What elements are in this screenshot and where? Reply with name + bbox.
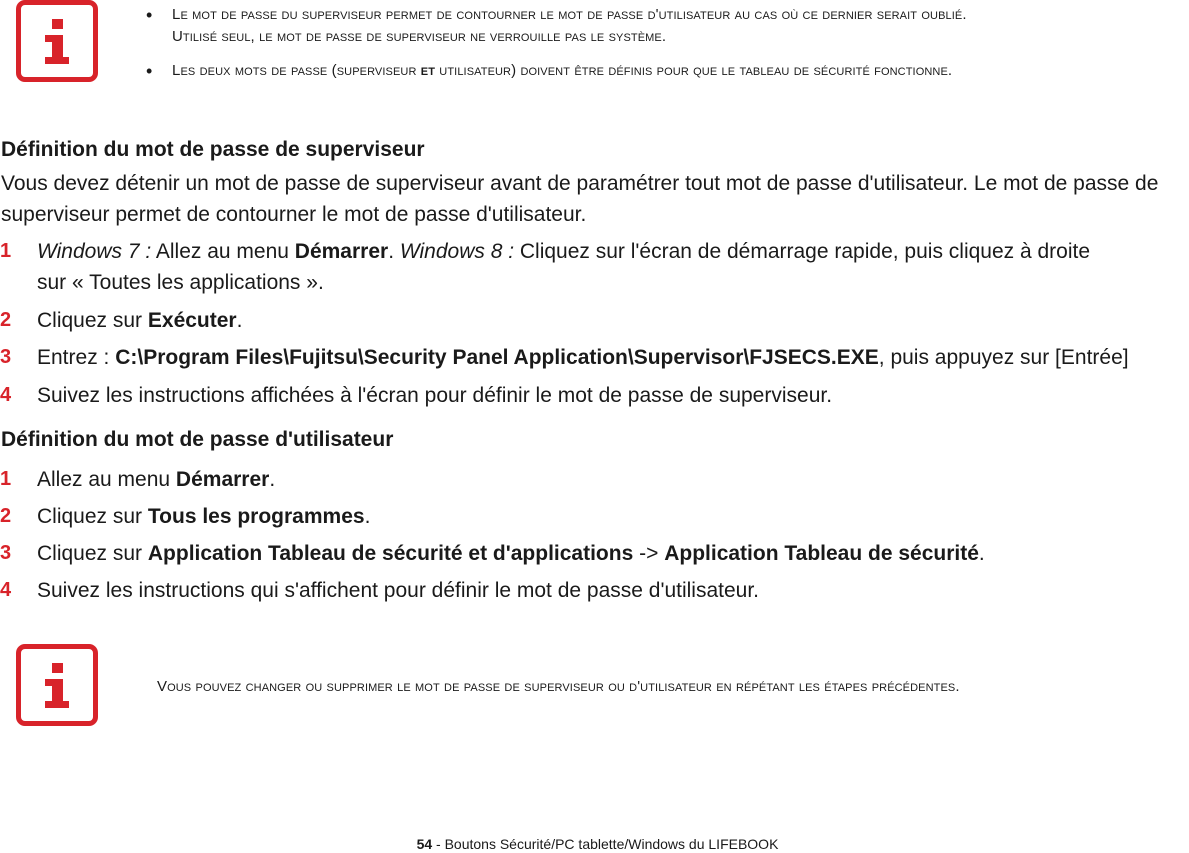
step-emphasis: Application Tableau de sécurité et d'applications [147,542,634,565]
note-bullet-line: Le mot de passe du superviseur permet de contourner le mot de passe d'utilisateur au cas où ce dernier serait oublié. [172,6,967,23]
step-item [0,575,1189,606]
note-bullet-text: utilisateur) doivent être définis pour que le tableau de sécurité fonctionne. [435,62,953,79]
step-text: -> [633,542,665,565]
note-bullet [146,60,1186,82]
step-emphasis: C:\Program Files\Fujitsu\Security Panel Application\Supervisor\FJSECS.EXE [115,346,879,369]
step-emphasis: Démarrer [294,240,389,263]
note-bullet-text: Les deux mots de passe (superviseur [172,62,421,79]
info-glyph-icon [21,5,93,77]
step-number: 3 [0,346,12,368]
info-icon [16,644,98,726]
step-text: Entrez : [37,346,116,369]
note-top [146,4,1186,82]
bullet-dot: • [146,61,153,81]
note-bullet [146,4,1186,48]
step-text: . [388,240,400,263]
step-number: 4 [0,384,12,406]
step-text: , puis appuyez sur [Entrée] [878,346,1129,369]
step-emphasis: Exécuter [147,309,237,332]
bullet-dot: • [146,5,153,25]
step-text: . [364,505,371,528]
step-text: . [236,309,243,332]
section-heading: Définition du mot de passe d'utilisateur [1,428,394,451]
step-text: Cliquez sur [37,542,148,565]
step-item [0,538,1189,569]
info-glyph-icon [21,649,93,721]
step-text: . [269,468,276,491]
step-text-continued: sur « Toutes les applications ». [37,271,324,294]
note-bullet-line: Utilisé seul, le mot de passe de superviseur ne verrouille pas le système. [172,28,667,45]
step-item [0,305,1189,336]
step-text: Cliquez sur [37,309,148,332]
step-text: Suivez les instructions qui s'affichent pour définir le mot de passe d'utilisateur. [37,579,760,602]
note-bottom-text: Vous pouvez changer ou supprimer le mot de passe de superviseur ou d'utilisateur en répétant les étapes précédentes. [157,678,960,695]
page-footer [0,835,1189,853]
step-item [0,342,1189,373]
step-item [0,501,1189,532]
step-number: 2 [0,309,12,331]
page-number: 54 [416,836,433,852]
step-emphasis: Démarrer [175,468,270,491]
step-text: Suivez les instructions affichées à l'écran pour définir le mot de passe de superviseur. [37,384,833,407]
step-number: 2 [0,505,12,527]
section-intro: Vous devez détenir un mot de passe de superviseur avant de paramétrer tout mot de passe d'utilisateur. Le mot de passe de superviseur permet de contourner le mot de passe d'utilisateur. [1,172,1159,226]
section-heading: Définition du mot de passe de superviseur [1,138,425,161]
step-item [0,380,1189,411]
step-text: Cliquez sur l'écran de démarrage rapide, puis cliquez à droite [514,240,1091,263]
step-emphasis: Tous les programmes [147,505,365,528]
step-text: Cliquez sur [37,505,148,528]
footer-title: - Boutons Sécurité/PC tablette/Windows du LIFEBOOK [432,836,779,852]
step-text: Allez au menu [37,468,176,491]
step-item [0,236,1189,298]
step-text: . [978,542,985,565]
windows8-label: Windows 8 : [399,240,515,263]
step-item [0,464,1189,495]
step-number: 1 [0,468,12,490]
step-text: Allez au menu [151,240,295,263]
step-emphasis: Application Tableau de sécurité [664,542,979,565]
step-number: 3 [0,542,12,564]
note-bullet-emphasis: et [420,62,436,79]
info-icon [16,0,98,82]
step-number: 1 [0,240,12,262]
step-number: 4 [0,579,12,601]
windows7-label: Windows 7 : [37,240,152,263]
